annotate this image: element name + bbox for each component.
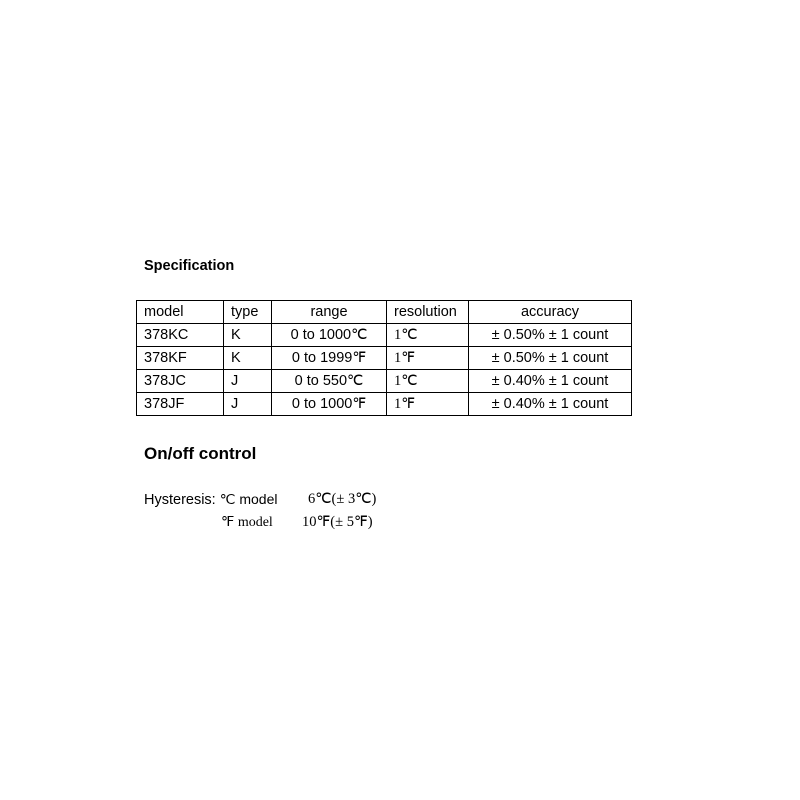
cell-model: 378JF [137, 393, 224, 416]
column-header-range: range [272, 301, 387, 324]
cell-type: K [224, 347, 272, 370]
cell-resolution: 1℉ [387, 393, 469, 416]
hysteresis-fahrenheit-row [221, 512, 373, 533]
cell-range: 0 to 550℃ [272, 370, 387, 393]
cell-accuracy: ± 0.40% ± 1 count [469, 393, 632, 416]
column-header-accuracy: accuracy [469, 301, 632, 324]
cell-accuracy: ± 0.40% ± 1 count [469, 370, 632, 393]
cell-accuracy: ± 0.50% ± 1 count [469, 347, 632, 370]
onoff-control-heading: On/off control [144, 444, 257, 463]
cell-accuracy: ± 0.50% ± 1 count [469, 324, 632, 347]
cell-resolution: 1℃ [387, 324, 469, 347]
table-row [137, 370, 632, 393]
cell-resolution: 1℃ [387, 370, 469, 393]
cell-range: 0 to 1000℉ [272, 393, 387, 416]
hysteresis-label: Hysteresis: [144, 492, 216, 508]
cell-type: J [224, 393, 272, 416]
celsius-hysteresis-value: 6℃(± 3℃) [308, 491, 377, 507]
column-header-type: type [224, 301, 272, 324]
cell-range: 0 to 1999℉ [272, 347, 387, 370]
cell-model: 378KC [137, 324, 224, 347]
specification-heading: Specification [144, 258, 235, 274]
cell-type: J [224, 370, 272, 393]
column-header-resolution: resolution [387, 301, 469, 324]
table-row [137, 324, 632, 347]
column-header-model: model [137, 301, 224, 324]
cell-type: K [224, 324, 272, 347]
cell-model: 378JC [137, 370, 224, 393]
fahrenheit-model-label: ℉ model [221, 515, 273, 530]
cell-resolution: 1℉ [387, 347, 469, 370]
table-row [137, 347, 632, 370]
table-row [137, 393, 632, 416]
celsius-model-label: ℃ model [219, 491, 278, 507]
hysteresis-celsius-row [144, 489, 377, 510]
fahrenheit-hysteresis-value: 10℉(± 5℉) [302, 514, 373, 530]
cell-range: 0 to 1000℃ [272, 324, 387, 347]
specification-table [136, 300, 632, 416]
cell-model: 378KF [137, 347, 224, 370]
table-header-row [137, 301, 632, 324]
